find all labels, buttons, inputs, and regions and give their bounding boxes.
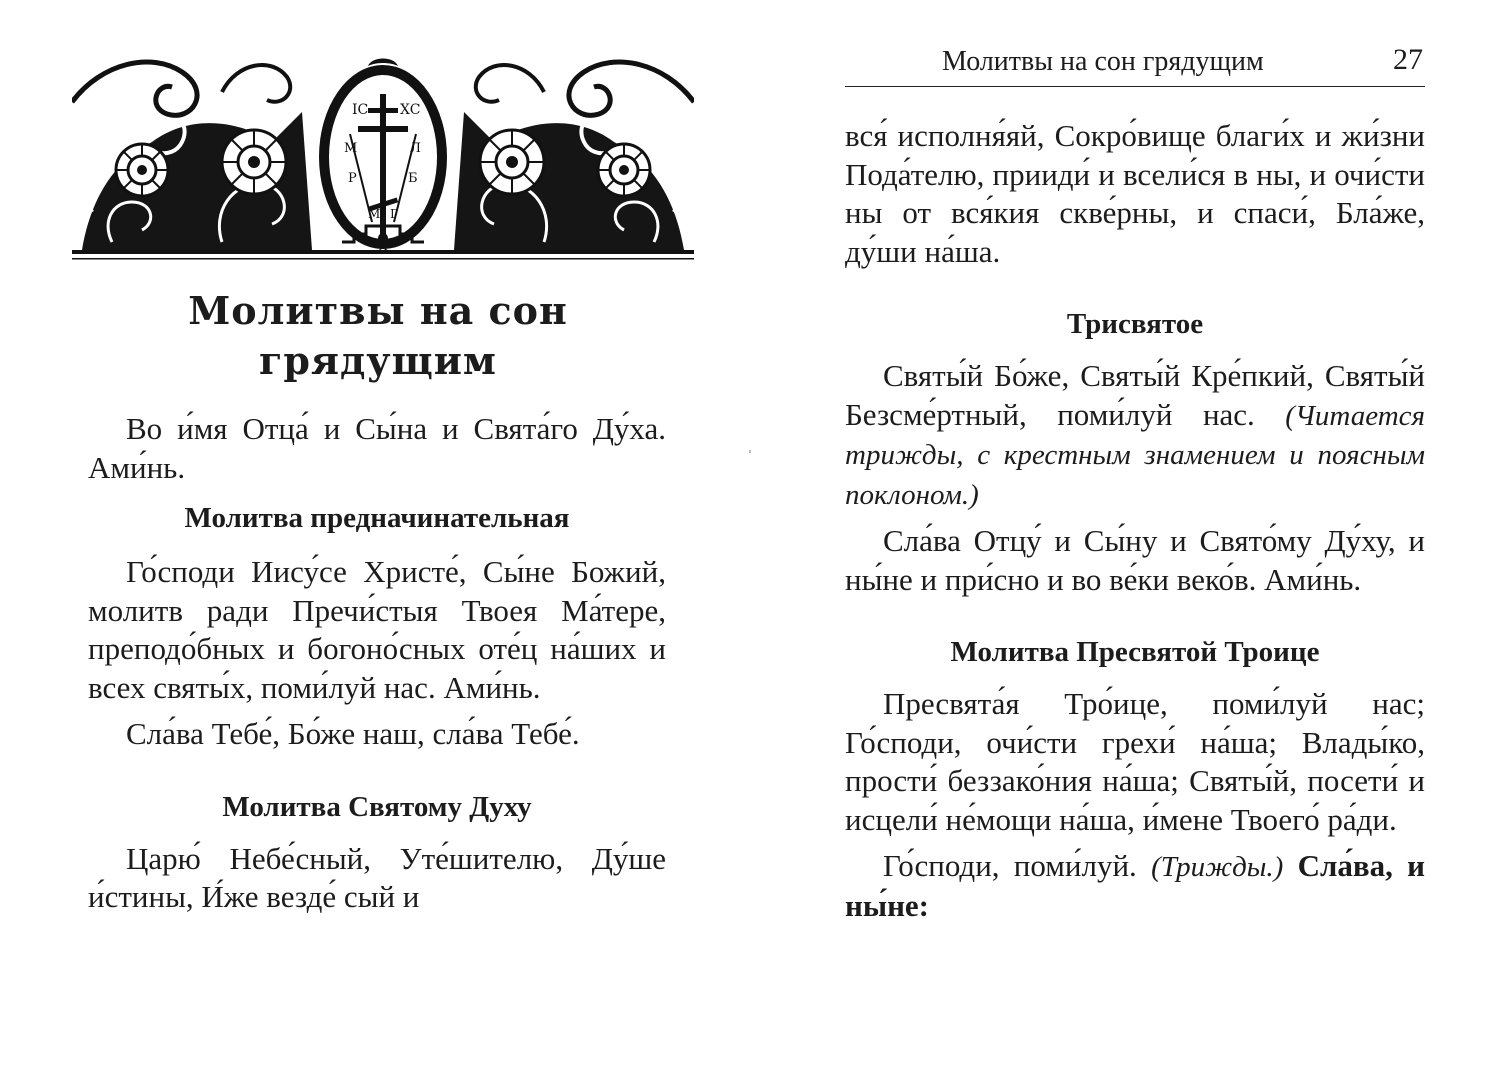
trisagion-text: Святы́й Бо́же, Святы́й Кре́пкий, Святы́й Безсме́ртный, поми́луй нас. [845,358,1425,432]
svg-text:А: А [379,240,388,253]
chapter-title [88,286,668,386]
svg-text:XC: XC [400,102,421,118]
holy-trinity-prayer-text: Пресвята́я Тро́ице, поми́луй нас; Го́споди, очи́сти грехи́ на́ша; Влады́ко, прости́ беззако́ния на́ша; Святы́й, посети́ и исцели́ не́мощи на́ша, и́мене Твоего́ ра́ди. [845,686,1425,837]
page-number: 27 [1393,43,1423,76]
chapter-title-line2: грядущим [259,338,497,383]
right-page [755,0,1510,1080]
trisagion-rubric: (Читается трижды, с крестным знамением и поясным поклоном.) [845,399,1426,511]
invocation-text: Во и́мя Отца́ и Сы́на и Свята́го Ду́ха. Ами́нь. [88,411,666,485]
glory-to-thee-text: Сла́ва Тебе́, Бо́же наш, сла́ва Тебе́. [126,716,580,751]
svg-text:Л: Л [410,141,421,156]
section-heading-holy-trinity-prayer: Молитва Пресвятой Троице [950,636,1320,668]
section-heading-preliminary-prayer: Молитва предначинательная [184,502,570,534]
running-head [845,40,1425,84]
thrice-rubric: (Трижды.) [1151,851,1284,883]
svg-text:Б: Б [408,171,418,186]
preliminary-prayer-text: Го́споди Иису́се Христе́, Сы́не Божий, молитв ради Пречи́стыя Твоея Ма́тере, преподо́бных и богоно́сных оте́ц на́ших и всех святы́х, поми́луй нас. Ами́нь. [88,554,666,705]
running-title: Молитвы на сон грядущим [942,46,1264,77]
glory-now-bold: Сла́ва, и ны́не: [845,848,1425,923]
right-column [845,117,1425,933]
headpiece-ornament [72,52,694,262]
gutter-mark [749,450,751,453]
glory-to-father-text: Сла́ва Отцу́ и Сы́ну и Свято́му Ду́ху, и ны́не и при́сно и во ве́ки веко́в. Ами́нь. [845,523,1425,597]
left-column [88,410,666,925]
lord-have-mercy-paragraph [845,847,1425,925]
running-head-rule [845,86,1425,87]
section-heading-trisagion: Трисвятое [1066,308,1204,340]
trisagion-paragraph [845,357,1425,514]
section-heading-holy-spirit-prayer: Молитва Святому Духу [222,790,532,823]
holy-spirit-prayer-text: Царю́ Небе́сный, Уте́шителю, Ду́ше и́стины, И́же везде́ сый и [88,840,666,914]
svg-text:Г: Г [390,207,398,221]
chapter-title-line1: Молитвы на сон [188,288,568,333]
holy-spirit-prayer-continuation: вся́ исполня́яй, Сокро́вище благи́х и жи́зни Пода́телю, прииди́ и всели́ся в ны, и очи́сти ны от вся́кия скве́рны, и спаси́, Бла́же, ду́ши на́ша. [845,118,1425,269]
svg-text:Р: Р [348,171,357,186]
svg-text:М: М [368,207,381,221]
svg-text:М: М [344,141,358,156]
svg-text:IC: IC [352,102,369,118]
lord-have-mercy-text: Го́споди, поми́луй. [883,848,1137,883]
